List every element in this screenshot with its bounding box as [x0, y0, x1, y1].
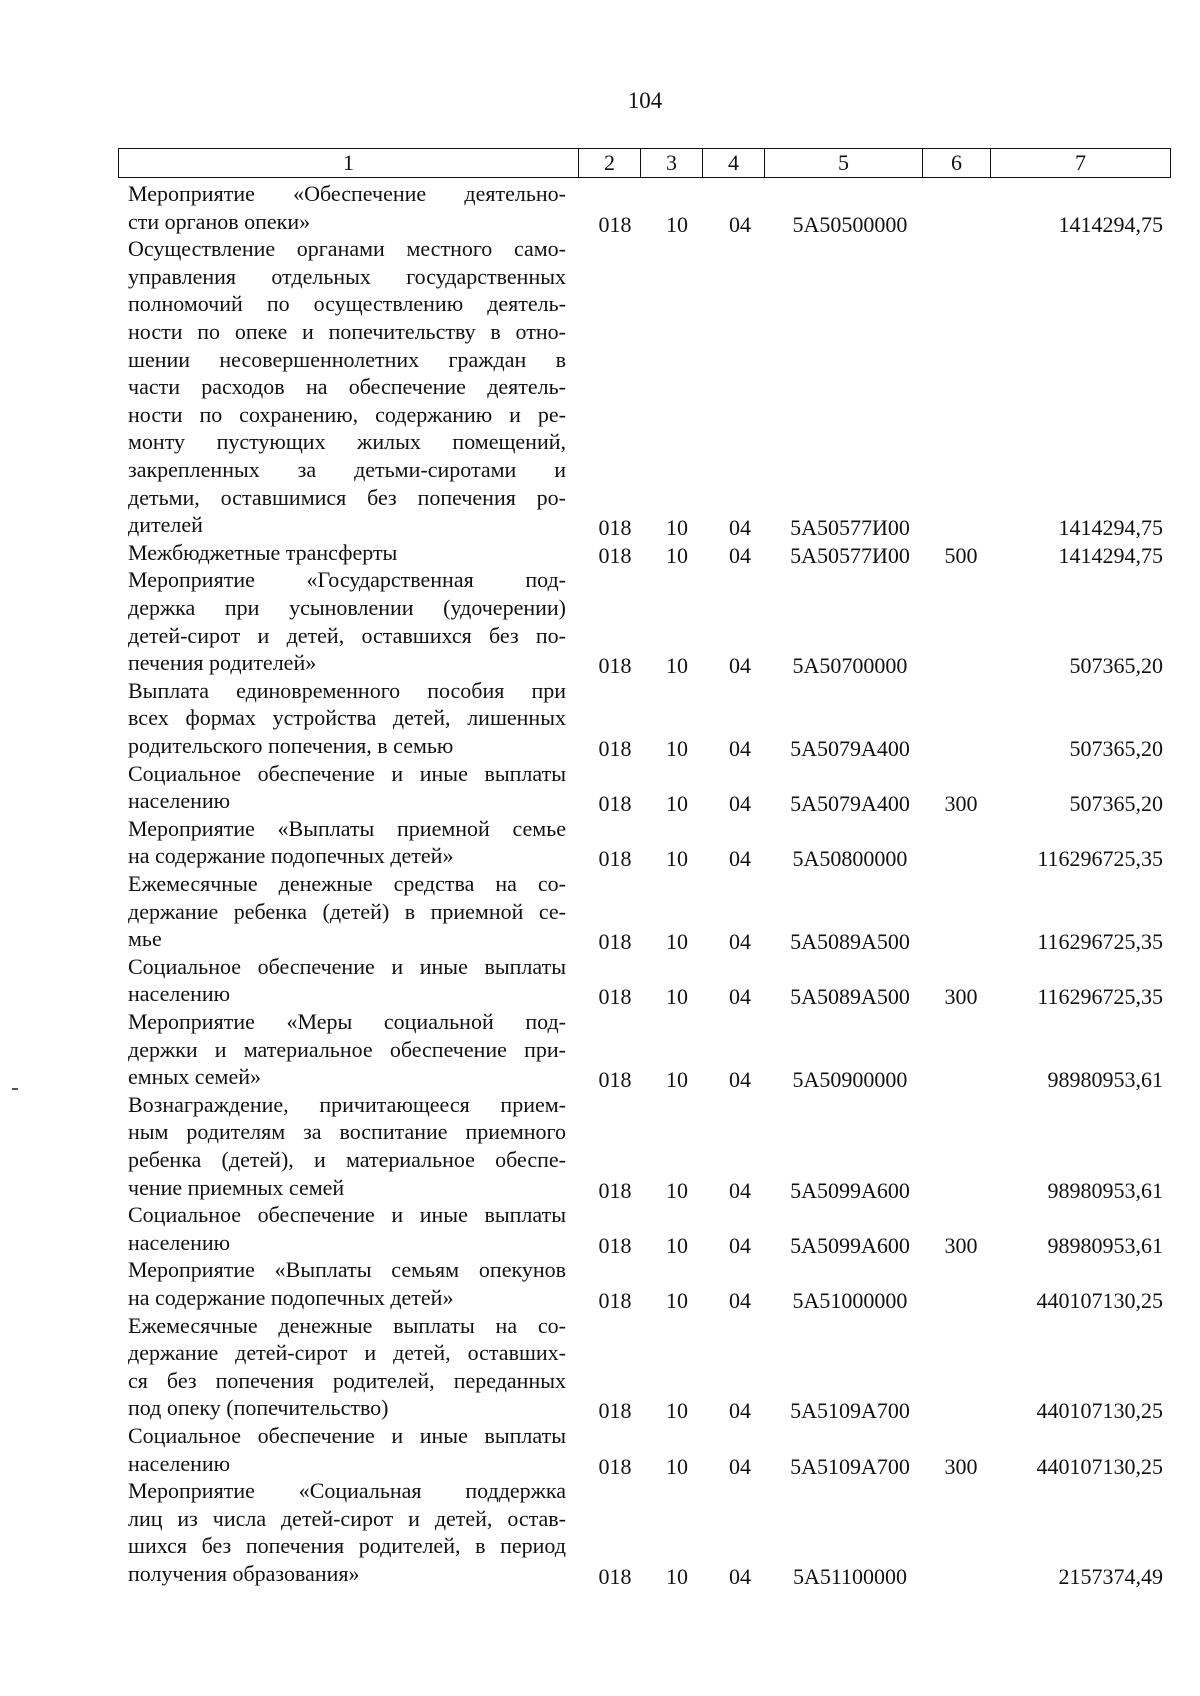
- row-description: [128, 1312, 566, 1422]
- description-line: населению: [128, 981, 231, 1007]
- description-line: держка при усыновлении (удочерении): [128, 594, 566, 620]
- cell-col-6: 500: [944, 542, 978, 568]
- description-line: Социальное обеспечение и иные выплаты: [128, 1423, 566, 1448]
- cell-col-7: 1414294,75: [1058, 515, 1163, 541]
- cell-col-2: 018: [598, 653, 632, 679]
- description-line: Межбюджетные трансферты: [128, 539, 398, 565]
- row-description: [128, 1091, 566, 1201]
- description-line: всех формах устройства детей, лишенных: [128, 705, 566, 731]
- column-header-4: 4: [703, 149, 765, 178]
- description-line: Мероприятие «Государственная под-: [128, 567, 566, 593]
- description-line: Выплата единовременного пособия при: [128, 677, 566, 703]
- cell-col-7: 440107130,25: [1036, 1287, 1163, 1313]
- cell-col-5: 5А50900000: [792, 1067, 908, 1093]
- cell-col-2: 018: [598, 791, 632, 817]
- cell-col-3: 10: [666, 1563, 688, 1589]
- description-line: Вознаграждение, причитающееся прием-: [128, 1091, 566, 1117]
- cell-col-2: 018: [598, 1232, 632, 1258]
- description-line: полномочий по осуществлению деятель-: [128, 291, 566, 317]
- cell-col-7: 507365,20: [1069, 791, 1163, 817]
- cell-col-4: 04: [729, 735, 751, 761]
- cell-col-4: 04: [729, 1453, 751, 1479]
- cell-col-7: 116296725,35: [1037, 984, 1163, 1010]
- cell-col-5: 5А50800000: [792, 846, 908, 872]
- cell-col-4: 04: [729, 211, 751, 237]
- cell-col-3: 10: [666, 542, 688, 568]
- cell-col-7: 507365,20: [1069, 735, 1163, 761]
- row-description: [128, 539, 566, 567]
- description-line: держание детей-сирот и детей, оставших-: [128, 1340, 566, 1366]
- description-line: ным родителям за воспитание приемного: [128, 1119, 566, 1145]
- row-description: [128, 953, 566, 1008]
- description-line: под опеку (попечительство): [128, 1395, 389, 1421]
- description-line: монту пустующих жилых помещений,: [128, 429, 566, 455]
- cell-col-2: 018: [598, 735, 632, 761]
- cell-col-5: 5А5089А500: [790, 984, 910, 1010]
- cell-col-3: 10: [666, 515, 688, 541]
- description-line: печения родителей»: [128, 650, 317, 676]
- description-line: Мероприятие «Выплаты семьям опекунов: [128, 1257, 566, 1283]
- cell-col-4: 04: [729, 542, 751, 568]
- row-description: [128, 1422, 566, 1477]
- cell-col-3: 10: [666, 735, 688, 761]
- cell-col-5: 5А5089А500: [790, 929, 910, 955]
- cell-col-5: 5А50577И00: [790, 542, 910, 568]
- description-line: ребенка (детей), и материальное обеспе-: [128, 1146, 566, 1172]
- description-line: чение приемных семей: [128, 1174, 345, 1200]
- cell-col-7: 1414294,75: [1058, 211, 1163, 237]
- cell-col-4: 04: [729, 1287, 751, 1313]
- cell-col-2: 018: [598, 1067, 632, 1093]
- cell-col-4: 04: [729, 929, 751, 955]
- cell-col-6: 300: [944, 984, 978, 1010]
- description-line: получения образования»: [128, 1560, 360, 1586]
- cell-col-4: 04: [729, 653, 751, 679]
- row-description: [128, 235, 566, 539]
- cell-col-4: 04: [729, 1067, 751, 1093]
- cell-col-3: 10: [666, 653, 688, 679]
- description-line: Социальное обеспечение и иные выплаты: [128, 760, 566, 786]
- row-description: [128, 1256, 566, 1311]
- cell-col-5: 5А50500000: [792, 211, 908, 237]
- description-line: Социальное обеспечение и иные выплаты: [128, 953, 566, 979]
- cell-col-2: 018: [598, 1287, 632, 1313]
- description-line: Мероприятие «Меры социальной под-: [128, 1009, 566, 1034]
- description-line: части расходов на обеспечение деятель-: [128, 374, 566, 400]
- description-line: детей-сирот и детей, оставшихся без по-: [128, 622, 566, 648]
- cell-col-3: 10: [666, 1067, 688, 1093]
- description-line: детьми, оставшимися без попечения ро-: [128, 484, 566, 510]
- column-header-2: 2: [579, 149, 641, 178]
- cell-col-5: 5А5079А400: [790, 735, 910, 761]
- description-line: Ежемесячные денежные средства на со-: [128, 871, 566, 896]
- description-line: держание ребенка (детей) в приемной се-: [128, 898, 566, 924]
- description-line: Мероприятие «Обеспечение деятельно-: [128, 181, 566, 206]
- cell-col-5: 5А50577И00: [790, 515, 910, 541]
- cell-col-4: 04: [729, 791, 751, 817]
- cell-col-5: 5А51100000: [792, 1563, 908, 1589]
- column-header-3: 3: [641, 149, 703, 178]
- description-line: ности по опеке и попечительству в отно-: [128, 318, 566, 344]
- scan-artifact: [12, 1088, 18, 1090]
- cell-col-5: 5А5099А600: [790, 1177, 910, 1203]
- description-line: дителей: [128, 512, 203, 538]
- description-line: закрепленных за детьми-сиротами и: [128, 456, 566, 482]
- description-line: на содержание подопечных детей»: [128, 1284, 454, 1310]
- cell-col-2: 018: [598, 1453, 632, 1479]
- description-line: Осуществление органами местного само-: [128, 236, 566, 262]
- cell-col-6: 300: [944, 1453, 978, 1479]
- description-line: родительского попечения, в семью: [128, 732, 454, 758]
- description-line: на содержание подопечных детей»: [128, 843, 454, 869]
- page-number: 104: [627, 88, 663, 113]
- cell-col-7: 116296725,35: [1037, 929, 1163, 955]
- cell-col-5: 5А5109А700: [790, 1398, 910, 1424]
- cell-col-7: 116296725,35: [1037, 846, 1163, 872]
- row-description: [128, 1201, 566, 1256]
- cell-col-5: 5А5099А600: [790, 1232, 910, 1258]
- cell-col-4: 04: [729, 1177, 751, 1203]
- row-description: [128, 760, 566, 815]
- cell-col-7: 98980953,61: [1047, 1067, 1163, 1093]
- cell-col-2: 018: [598, 984, 632, 1010]
- table-header: [118, 148, 1171, 178]
- description-line: Ежемесячные денежные выплаты на со-: [128, 1312, 566, 1338]
- description-line: шении несовершеннолетних граждан в: [128, 346, 566, 372]
- cell-col-7: 98980953,61: [1047, 1232, 1163, 1258]
- cell-col-3: 10: [666, 1453, 688, 1479]
- cell-col-6: 300: [944, 1232, 978, 1258]
- cell-col-5: 5А50700000: [792, 653, 908, 679]
- cell-col-4: 04: [729, 984, 751, 1010]
- cell-col-4: 04: [729, 515, 751, 541]
- description-line: населению: [128, 788, 231, 814]
- description-line: мье: [128, 926, 162, 952]
- row-description: [128, 566, 566, 676]
- cell-col-2: 018: [598, 542, 632, 568]
- cell-col-3: 10: [666, 791, 688, 817]
- cell-col-4: 04: [729, 1232, 751, 1258]
- description-line: сти органов опеки»: [128, 208, 311, 234]
- description-line: Социальное обеспечение и иные выплаты: [128, 1202, 566, 1228]
- description-line: держки и материальное обеспечение при-: [128, 1036, 566, 1062]
- cell-col-3: 10: [666, 984, 688, 1010]
- description-line: Мероприятие «Выплаты приемной семье: [128, 815, 566, 841]
- cell-col-3: 10: [666, 211, 688, 237]
- cell-col-3: 10: [666, 1177, 688, 1203]
- cell-col-6: 300: [944, 791, 978, 817]
- cell-col-2: 018: [598, 515, 632, 541]
- cell-col-2: 018: [598, 846, 632, 872]
- cell-col-7: 507365,20: [1069, 653, 1163, 679]
- column-header-1: 1: [119, 149, 579, 178]
- cell-col-2: 018: [598, 1177, 632, 1203]
- cell-col-3: 10: [666, 1232, 688, 1258]
- description-line: Мероприятие «Социальная поддержка: [128, 1478, 566, 1504]
- cell-col-3: 10: [666, 1398, 688, 1424]
- cell-col-5: 5А51000000: [792, 1287, 908, 1313]
- cell-col-7: 440107130,25: [1036, 1398, 1163, 1424]
- cell-col-7: 2157374,49: [1058, 1563, 1163, 1589]
- description-line: населению: [128, 1450, 231, 1476]
- row-description: [128, 1008, 566, 1091]
- row-description: [128, 677, 566, 760]
- row-description: [128, 180, 566, 235]
- row-description: [128, 870, 566, 953]
- cell-col-4: 04: [729, 1398, 751, 1424]
- cell-col-4: 04: [729, 1563, 751, 1589]
- cell-col-2: 018: [598, 1563, 632, 1589]
- description-line: шихся без попечения родителей, в период: [128, 1533, 566, 1559]
- cell-col-4: 04: [729, 846, 751, 872]
- description-line: населению: [128, 1229, 231, 1255]
- column-header-7: 7: [991, 149, 1171, 178]
- cell-col-3: 10: [666, 929, 688, 955]
- description-line: лиц из числа детей-сирот и детей, остав-: [128, 1505, 566, 1531]
- description-line: управления отдельных государственных: [128, 263, 566, 289]
- cell-col-5: 5А5079А400: [790, 791, 910, 817]
- description-line: ся без попечения родителей, переданных: [128, 1367, 566, 1393]
- cell-col-7: 440107130,25: [1036, 1453, 1163, 1479]
- cell-col-5: 5А5109А700: [790, 1453, 910, 1479]
- cell-col-2: 018: [598, 1398, 632, 1424]
- row-description: [128, 1477, 566, 1587]
- description-line: емных семей»: [128, 1064, 261, 1090]
- row-description: [128, 815, 566, 870]
- cell-col-3: 10: [666, 846, 688, 872]
- description-line: ности по сохранению, содержанию и ре-: [128, 401, 566, 427]
- column-header-5: 5: [765, 149, 923, 178]
- cell-col-2: 018: [598, 211, 632, 237]
- cell-col-7: 98980953,61: [1047, 1177, 1163, 1203]
- cell-col-2: 018: [598, 929, 632, 955]
- column-header-6: 6: [923, 149, 991, 178]
- cell-col-7: 1414294,75: [1058, 542, 1163, 568]
- cell-col-3: 10: [666, 1287, 688, 1313]
